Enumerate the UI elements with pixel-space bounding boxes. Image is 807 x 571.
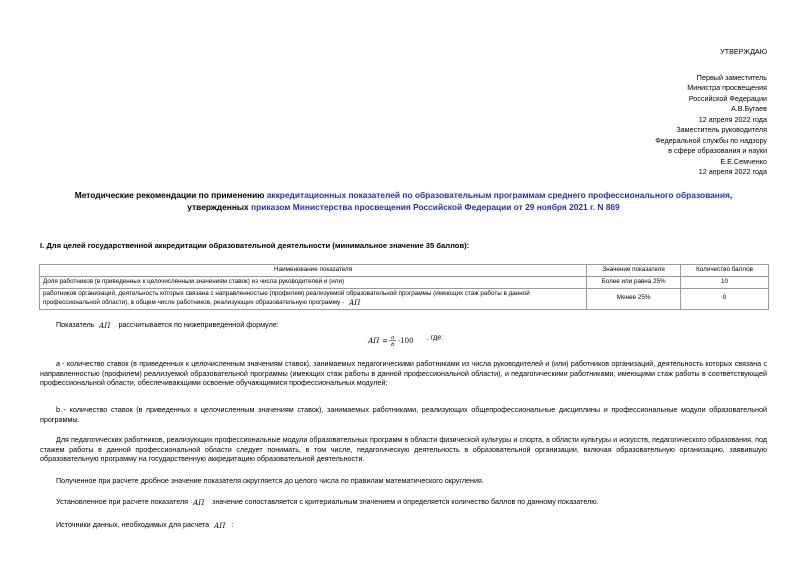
paragraph-text: рассчитывается по нижеприведенной формуле: <box>118 320 279 329</box>
table-row <box>40 288 769 309</box>
svg-text:АП: АП <box>193 498 205 507</box>
title-link-indicators[interactable]: аккредитационных показателей по образовательным программам среднего профессионального образования <box>266 190 730 200</box>
approval-line: А.В.Бугаев <box>730 104 767 114</box>
indicator-symbol-image <box>190 498 210 507</box>
svg-text:АП: АП <box>214 521 226 530</box>
svg-text:b: b <box>391 342 395 347</box>
indicator-symbol-image <box>96 321 116 330</box>
formula-image <box>365 333 427 347</box>
indicator-name-cell <box>40 288 587 309</box>
formula-suffix: , где: <box>427 334 444 342</box>
svg-text:·100: ·100 <box>398 337 414 345</box>
indicator-points-cell: 0 <box>681 288 769 309</box>
indicator-symbol-image <box>346 298 366 307</box>
paragraph-text: Показатель <box>56 320 95 329</box>
paragraph-text: Установленное при расчете показателя <box>56 497 189 506</box>
approval-block <box>655 47 767 178</box>
rounding-paragraph: Полученное при расчете дробное значение показателя округляется до целого числа по правилам математического округления. <box>56 476 484 485</box>
indicator-name-cell: Доля работников (в приведенных к целочисленным значениям ставок) из числа руководителей и (или) <box>40 277 587 289</box>
section-heading: I. Для целей государственной аккредитации образовательной деятельности (минимальное значение 35 баллов): <box>40 241 470 250</box>
table-header-row <box>40 265 769 277</box>
indicator-value-cell: Менее 25% <box>587 288 681 309</box>
paragraph-text: Источники данных, необходимых для расчета <box>56 520 210 529</box>
approval-line: 12 апреля 2022 года <box>698 114 767 124</box>
svg-text:АП: АП <box>368 337 380 345</box>
approval-line: в сфере образования и науки <box>668 146 767 156</box>
document-title <box>30 189 777 213</box>
approval-line: 12 апреля 2022 года <box>698 167 767 177</box>
compare-paragraph <box>40 497 767 507</box>
approval-line: Е.Е.Семченко <box>720 156 767 166</box>
title-text: Методические рекомендации по применению <box>74 190 267 200</box>
indicator-value-cell: Более или равна 25% <box>587 277 681 289</box>
sources-paragraph <box>40 520 767 530</box>
approval-line: Министра просвещения <box>687 83 767 93</box>
paragraph-text: значение сопоставляется с критериальным значением и определяется количество баллов по данному показателю. <box>212 497 599 506</box>
pe-note-paragraph: Для педагогических работников, реализующих профессиональные модули образовательных программ в области физической культуры и спорта, в области культуры и искусств, педагогического образования, под стажем работы в данной профессиональной области следует понимать, в том числе, педагогическую деятельность в образовательной организации, включая образовательную организацию, заявившую образовательную программу на государственную аккредитацию образовательной деятельности. <box>40 435 767 464</box>
svg-text:=: = <box>382 337 388 345</box>
approval-line: Российской Федерации <box>688 93 767 103</box>
formula-intro-paragraph <box>40 320 767 330</box>
svg-text:a: a <box>391 335 395 341</box>
formula-line <box>365 333 444 347</box>
title-text: , <box>729 190 733 200</box>
svg-text:АП: АП <box>99 321 111 330</box>
approval-line: Первый заместитель <box>696 72 767 82</box>
indicator-table <box>39 264 769 310</box>
definition-b-paragraph: b - количество ставок (в приведенных к целочисленным значениям ставок), занимаемых работниками, реализующих общепрофессиональные дисциплины и профессиональные модули образовательной программы. <box>40 405 767 424</box>
definition-a-paragraph: a - количество ставок (в приведенных к целочисленным значениям ставок), занимаемых педагогическими работниками из числа руководителей и (или) работников организаций, деятельность которых связана с направленностью (профилем) реализуемой образовательной программы (имеющих стаж работы в данной профессиональной области), и педагогическими работниками, имеющими стаж работы в соответствующей профессиональной области, обеспечивающими освоение обучающимися профессиональных модулей; <box>40 359 767 388</box>
indicator-symbol-image <box>211 520 234 530</box>
title-link-order[interactable]: приказом Министерства просвещения Российской Федерации от 29 ноября 2021 г. N 869 <box>251 202 620 212</box>
indicator-points-cell: 10 <box>681 277 769 289</box>
column-header: Значение показателя <box>587 265 681 277</box>
approval-heading: УТВЕРЖДАЮ <box>720 47 767 56</box>
table-row <box>40 277 769 289</box>
approval-line: Федеральной службы по надзору <box>655 135 767 145</box>
paragraph-text: : <box>231 520 234 529</box>
approval-line: Заместитель руководителя <box>676 125 767 135</box>
column-header: Количество баллов <box>681 265 769 277</box>
title-text: утвержденных <box>187 202 252 212</box>
column-header: Наименование показателя <box>40 265 587 277</box>
svg-text:АП: АП <box>348 299 361 307</box>
indicator-name-text: работников организаций, деятельность которых связана с направленностью (профилем) реализуемой образовательной программы (имеющих стаж работы в данной профессиональной области), в общем числе работников, реализующих образовательную программу - <box>43 289 530 307</box>
